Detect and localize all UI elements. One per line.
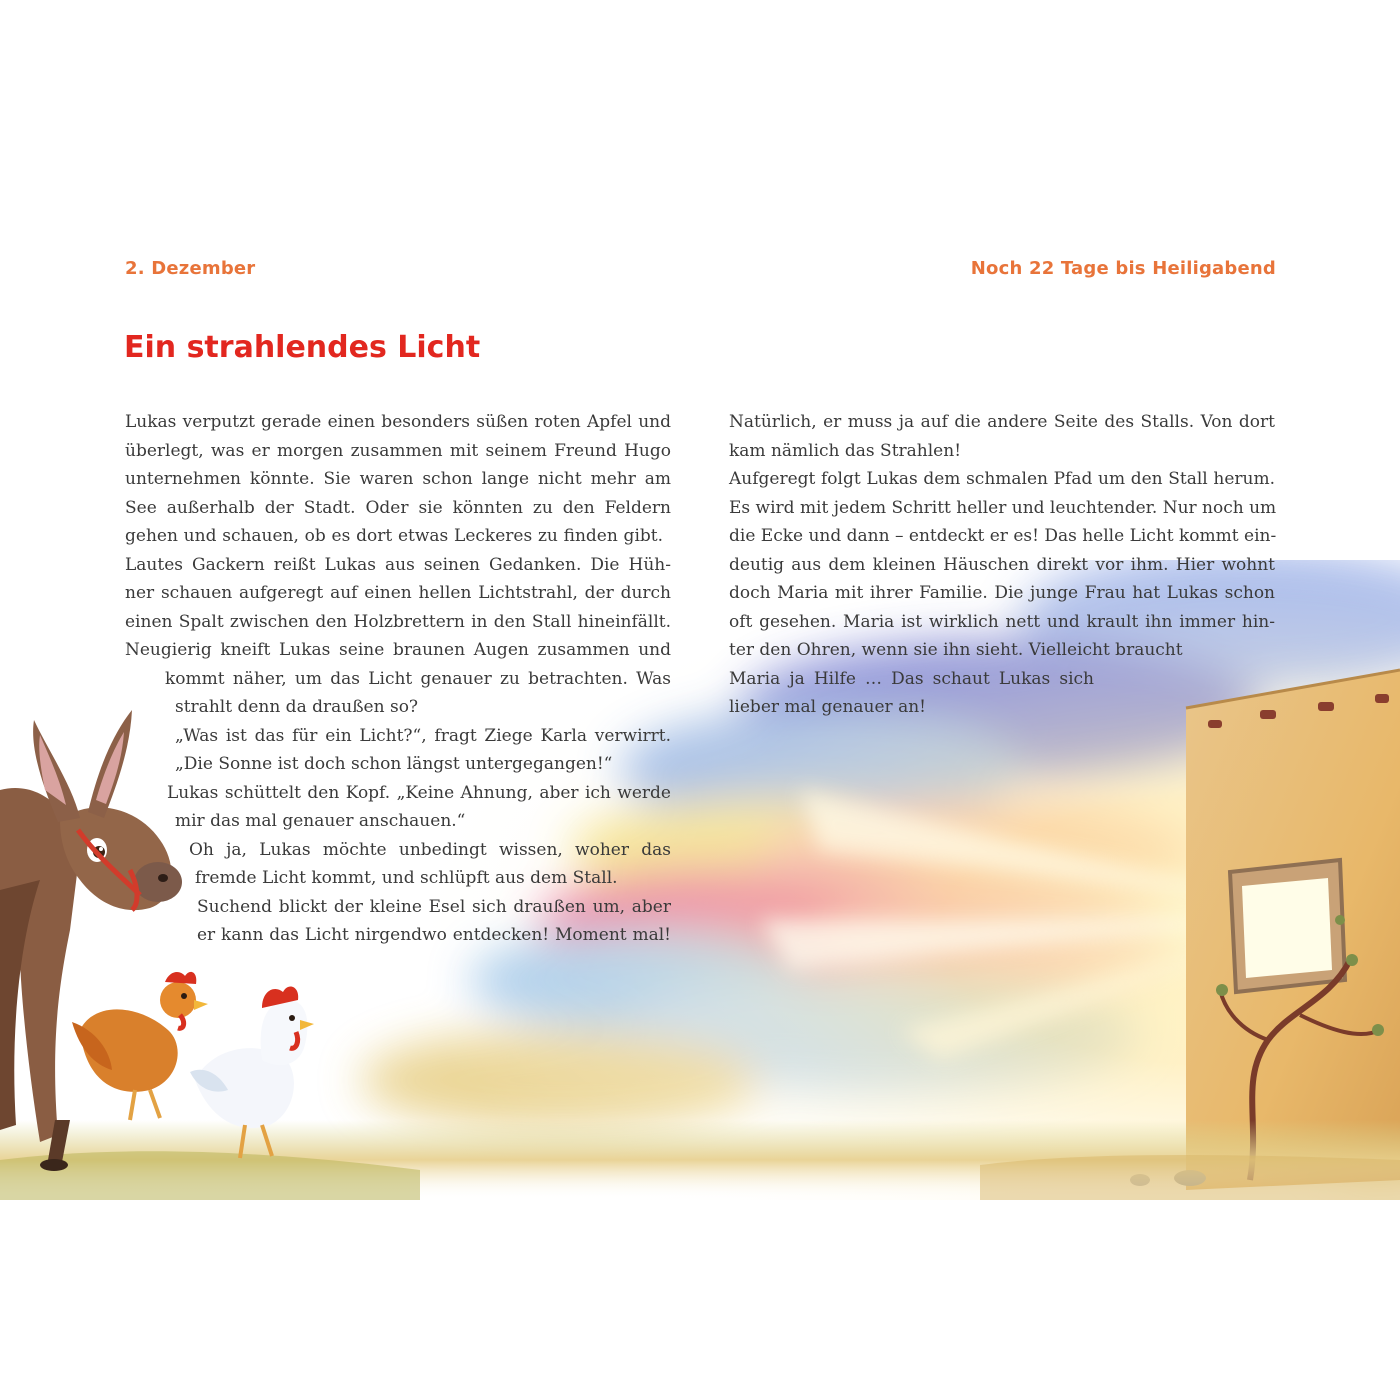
- text-line: mir das mal genauer anschauen.“: [175, 811, 466, 831]
- text-line: Maria ja Hilfe … Das schaut Lukas sich: [729, 668, 1094, 689]
- text-line: die Ecke und dann – entdeckt er es! Das helle Licht kommt ein-: [729, 526, 1277, 546]
- text-line: See außerhalb der Stadt. Oder sie könnten zu den Feldern: [125, 497, 671, 518]
- date-header: 2. Dezember: [125, 258, 256, 279]
- text-line: doch Maria mit ihrer Familie. Die junge Frau hat Lukas schon: [729, 583, 1275, 603]
- text-line: kommt näher, um das Licht genauer zu betrachten. Was: [165, 668, 671, 689]
- text-line: Neugierig kneift Lukas seine braunen Augen zusammen und: [125, 640, 671, 660]
- text-line: Es wird mit jedem Schritt heller und leuchtender. Nur noch um: [729, 497, 1277, 518]
- text-line: Natürlich, er muss ja auf die andere Seite des Stalls. Von dort: [729, 412, 1275, 432]
- text-line: unternehmen könnte. Sie waren schon lange nicht mehr am: [125, 469, 671, 489]
- text-line: deutig aus dem kleinen Häuschen direkt vor ihm. Hier wohnt: [729, 554, 1275, 575]
- text-line: er kann das Licht nirgendwo entdecken! Moment mal!: [197, 925, 671, 945]
- text-line: lieber mal genauer an!: [729, 697, 926, 717]
- text-line: ter den Ohren, wenn sie ihn sieht. Vielleicht braucht: [729, 640, 1183, 660]
- text-line: Lukas schüttelt den Kopf. „Keine Ahnung, aber ich werde: [167, 782, 671, 803]
- text-line: gehen und schauen, ob es dort etwas Leckeres zu finden gibt.: [125, 526, 663, 546]
- text-line: überlegt, was er morgen zusammen mit seinem Freund Hugo: [125, 440, 671, 461]
- text-line: strahlt denn da draußen so?: [175, 697, 419, 717]
- text-line: oft gesehen. Maria ist wirklich nett und krault ihn immer hin-: [729, 611, 1275, 632]
- right-paragraph: [729, 408, 1275, 722]
- text-line: Aufgeregt folgt Lukas dem schmalen Pfad um den Stall herum.: [729, 469, 1275, 489]
- text-line: einen Spalt zwischen den Holzbrettern in den Stall hineinfällt.: [125, 611, 671, 632]
- chapter-title: Ein strahlendes Licht: [124, 330, 481, 365]
- text-line: Suchend blickt der kleine Esel sich draußen um, aber: [197, 896, 671, 917]
- text-line: Lukas verputzt gerade einen besonders süßen roten Apfel und: [125, 412, 671, 432]
- glowing-window: [1242, 878, 1332, 978]
- text-line: Lautes Gackern reißt Lukas aus seinen Gedanken. Die Hüh-: [125, 554, 671, 575]
- countdown-header: Noch 22 Tage bis Heiligabend: [970, 258, 1276, 279]
- text-line: „Was ist das für ein Licht?“, fragt Ziege Karla verwirrt.: [175, 725, 671, 746]
- text-line: fremde Licht kommt, und schlüpft aus dem Stall.: [195, 868, 618, 888]
- text-line: kam nämlich das Strahlen!: [729, 440, 962, 461]
- text-line: „Die Sonne ist doch schon längst untergegangen!“: [175, 754, 613, 774]
- left-paragraph: [125, 408, 671, 950]
- text-line: ner schauen aufgeregt auf einen hellen Lichtstrahl, der durch: [125, 583, 671, 603]
- text-line: Oh ja, Lukas möchte unbedingt wissen, woher das: [189, 839, 671, 860]
